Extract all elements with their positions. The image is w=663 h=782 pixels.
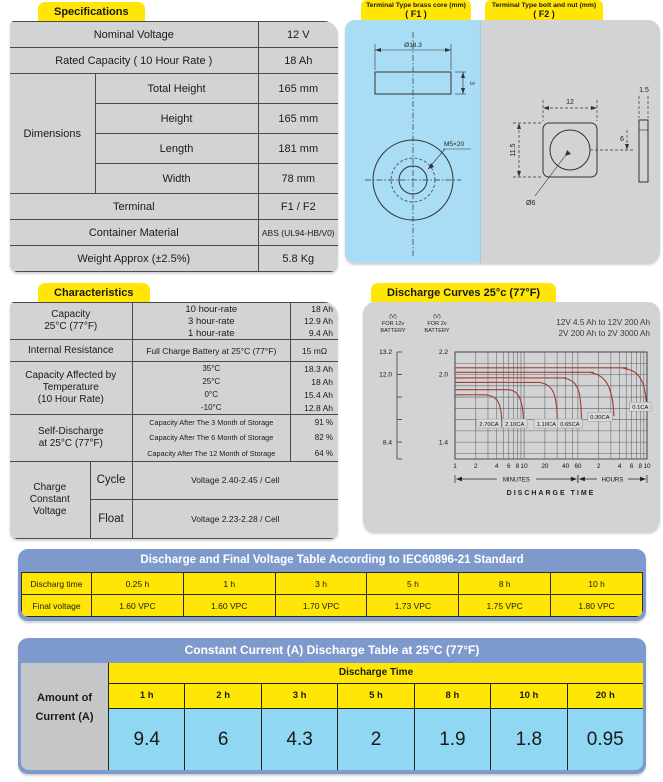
cc-hour-header: 2 h <box>185 684 261 708</box>
svg-text:DISCHARGE TIME: DISCHARGE TIME <box>506 490 596 497</box>
spec-label: Terminal <box>10 194 258 220</box>
char-desc: 1 hour-rate <box>188 327 235 339</box>
svg-text:12V 4.5 Ah to 12V 200 Ah: 12V 4.5 Ah to 12V 200 Ah <box>556 318 650 327</box>
spec-label: Height <box>95 104 258 134</box>
iec-time-cell: 3 h <box>275 573 367 595</box>
f2-hole-dim-label: Ø6 <box>526 200 536 207</box>
terminal-f2-section <box>481 0 660 263</box>
svg-text:20: 20 <box>541 463 549 470</box>
f2-width-dim-label: 12 <box>566 99 574 106</box>
char-value: 15 mΩ <box>290 340 338 361</box>
charge-mode-label: Float <box>90 499 132 538</box>
svg-text:MINUTES: MINUTES <box>502 477 530 484</box>
iec-time-cell: 10 h <box>551 573 643 595</box>
svg-text:(V): (V) <box>433 314 441 320</box>
svg-text:2.70CA: 2.70CA <box>479 421 499 428</box>
char-row-label: Capacity Affected by Temperature (10 Hour Rate) <box>10 362 132 415</box>
terminal-f1-section <box>345 0 481 263</box>
specifications-table <box>10 21 338 272</box>
spec-value: 78 mm <box>258 164 338 194</box>
spec-value: ABS (UL94-HB/V0) <box>258 220 338 246</box>
svg-text:2V 200 Ah to 2V 3000 Ah: 2V 200 Ah to 2V 3000 Ah <box>558 329 650 338</box>
spec-value: 181 mm <box>258 134 338 164</box>
cc-table-title: Constant Current (A) Discharge Table at 25°C (77°F) <box>184 643 480 657</box>
svg-text:BATTERY: BATTERY <box>380 328 406 334</box>
iec-voltage-table-section <box>18 549 646 621</box>
cc-hour-header: 3 h <box>262 684 338 708</box>
cc-value: 2 <box>338 709 414 770</box>
spec-value: 165 mm <box>258 104 338 134</box>
svg-text:1: 1 <box>453 463 457 470</box>
terminal-f2-title-tab: Terminal Type bolt and nut (mm) ( F2 ) <box>485 0 603 20</box>
spec-value: 5.8 Kg <box>258 246 338 272</box>
svg-text:2.0: 2.0 <box>438 371 448 379</box>
char-value: 12.9 Ah <box>290 315 338 327</box>
cc-value: 1.8 <box>491 709 567 770</box>
char-value: 18.3 Ah <box>290 362 338 375</box>
svg-text:0.1CA: 0.1CA <box>632 405 649 412</box>
cc-hour-header: 5 h <box>338 684 414 708</box>
char-value: 82 % <box>290 430 338 445</box>
spec-label: Nominal Voltage <box>10 22 258 48</box>
svg-text:BATTERY: BATTERY <box>424 328 450 334</box>
cc-hour-header: 8 h <box>415 684 491 708</box>
f2-height-dim-label: 11.5 <box>510 143 517 157</box>
cc-hour-header: 1 h <box>109 684 185 708</box>
discharge-curves-title-tab: Discharge Curves 25°c (77°F) <box>371 283 556 302</box>
svg-text:4: 4 <box>617 463 622 470</box>
constant-current-table-section <box>18 638 646 774</box>
iec-table <box>21 572 643 617</box>
iec-row-label: Final voltage <box>22 595 92 617</box>
svg-text:FOR 12v: FOR 12v <box>381 321 405 327</box>
cc-amount-label: Amount of Current (A) <box>21 663 109 770</box>
spec-value: 12 V <box>258 22 338 48</box>
iec-voltage-cell: 1.70 VPC <box>275 595 367 617</box>
char-value: 64 % <box>290 446 338 461</box>
iec-voltage-cell: 1.60 VPC <box>92 595 184 617</box>
iec-time-cell: 0.25 h <box>92 573 184 595</box>
svg-text:2.2: 2.2 <box>438 349 448 357</box>
terminal-f2-diagram <box>481 20 660 263</box>
iec-row-label: Discharg time <box>22 573 92 595</box>
svg-text:10: 10 <box>643 463 651 470</box>
svg-text:2: 2 <box>596 463 601 470</box>
spec-label: Rated Capacity ( 10 Hour Rate ) <box>10 48 258 74</box>
characteristics-title-tab: Characteristics <box>38 283 150 302</box>
char-desc: 35°C <box>202 364 221 373</box>
iec-time-cell: 8 h <box>459 573 551 595</box>
svg-text:6: 6 <box>629 463 634 470</box>
spec-label: Total Height <box>95 74 258 104</box>
f1-thread-dim-label: M5×20 <box>444 141 465 148</box>
char-value: 12.8 Ah <box>290 401 338 414</box>
char-row-label: Self-Discharge at 25°C (77°F) <box>10 415 132 462</box>
char-desc: 3 hour-rate <box>188 315 235 327</box>
svg-text:0.30CA: 0.30CA <box>590 415 610 422</box>
cc-values-row <box>109 709 643 770</box>
svg-text:8.4: 8.4 <box>382 439 392 447</box>
spec-label: Weight Approx (±2.5%) <box>10 246 258 272</box>
f2-side-thickness-dim-label: 1.5 <box>639 87 649 94</box>
char-value: 91 % <box>290 415 338 430</box>
char-desc: Capacity After The 12 Month of Storage <box>147 448 276 458</box>
iec-time-cell: 5 h <box>367 573 459 595</box>
iec-voltage-cell: 1.75 VPC <box>459 595 551 617</box>
iec-voltage-cell: 1.73 VPC <box>367 595 459 617</box>
specifications-section <box>10 2 338 272</box>
charge-mode-value: Voltage 2.40-2.45 / Cell <box>132 461 338 499</box>
char-row-label: Capacity 25°C (77°F) <box>10 303 132 340</box>
specifications-title-tab: Specifications <box>38 2 145 21</box>
spec-value: 18 Ah <box>258 48 338 74</box>
cc-hours-header-row <box>109 684 643 709</box>
svg-text:4: 4 <box>494 463 499 470</box>
f1-thickness-dim-label: 3 <box>468 81 475 85</box>
svg-text:FOR 2v: FOR 2v <box>427 321 447 327</box>
char-value: 9.4 Ah <box>290 327 338 339</box>
char-desc: Capacity After The 6 Month of Storage <box>149 433 274 443</box>
f2-offset-dim-label: 6 <box>620 136 624 143</box>
svg-text:HOURS: HOURS <box>601 477 624 484</box>
svg-text:60: 60 <box>574 463 582 470</box>
f1-diameter-dim-label: Ø18.3 <box>404 42 422 49</box>
characteristics-section <box>10 283 338 539</box>
svg-text:2: 2 <box>474 463 478 470</box>
char-desc: 25°C <box>202 377 221 386</box>
charge-mode-value: Voltage 2.23-2.28 / Cell <box>132 499 338 538</box>
svg-text:40: 40 <box>562 463 570 470</box>
svg-text:8: 8 <box>638 463 643 470</box>
char-value: 15.4 Ah <box>290 388 338 401</box>
spec-label: Length <box>95 134 258 164</box>
char-desc: 0°C <box>204 390 218 399</box>
cc-value: 4.3 <box>262 709 338 770</box>
char-row-label: Charge Constant Voltage <box>10 461 90 538</box>
svg-text:8: 8 <box>515 463 520 470</box>
svg-text:0.65CA: 0.65CA <box>560 421 580 428</box>
terminal-f1-title-tab: Terminal Type brass core (mm) ( F1 ) <box>361 0 471 20</box>
char-desc: Capacity After The 3 Month of Storage <box>149 418 274 428</box>
char-desc: -10°C <box>200 403 222 412</box>
svg-text:13.2: 13.2 <box>379 349 392 357</box>
iec-voltage-cell: 1.60 VPC <box>183 595 275 617</box>
cc-discharge-time-header: Discharge Time <box>109 663 643 684</box>
cc-hour-header: 20 h <box>595 690 615 701</box>
char-desc: 10 hour-rate <box>185 303 238 315</box>
svg-text:(V): (V) <box>389 314 397 320</box>
spec-label: Width <box>95 164 258 194</box>
cc-value: 1.9 <box>415 709 491 770</box>
terminal-f1-diagram <box>345 20 481 263</box>
char-row-label: Internal Resistance <box>10 340 132 362</box>
cc-hour-header: 10 h <box>491 684 567 708</box>
discharge-curves-chart <box>363 302 660 532</box>
cc-value: 9.4 <box>109 709 185 770</box>
svg-text:6: 6 <box>506 463 511 470</box>
spec-dimensions-label: Dimensions <box>10 74 95 194</box>
cc-value: 6 <box>185 709 261 770</box>
iec-time-cell: 1 h <box>183 573 275 595</box>
spec-label: Container Material <box>10 220 258 246</box>
iec-voltage-cell: 1.80 VPC <box>551 595 643 617</box>
char-value: 18 Ah <box>290 303 338 315</box>
svg-text:10: 10 <box>520 463 528 470</box>
spec-value: F1 / F2 <box>258 194 338 220</box>
characteristics-table <box>10 302 338 539</box>
spec-value: 165 mm <box>258 74 338 104</box>
iec-table-title: Discharge and Final Voltage Table According to IEC60896-21 Standard <box>140 554 524 566</box>
svg-text:12.0: 12.0 <box>379 371 392 379</box>
char-value: 18 Ah <box>290 375 338 388</box>
svg-text:2.10CA: 2.10CA <box>504 421 525 428</box>
discharge-curves-section <box>363 283 660 532</box>
charge-mode-label: Cycle <box>90 461 132 499</box>
svg-text:1.4: 1.4 <box>438 439 448 447</box>
cc-value: 0.95 <box>586 728 624 750</box>
char-desc: Full Charge Battery at 25°C (77°F) <box>146 345 277 356</box>
svg-text:1.10CA: 1.10CA <box>536 421 557 428</box>
